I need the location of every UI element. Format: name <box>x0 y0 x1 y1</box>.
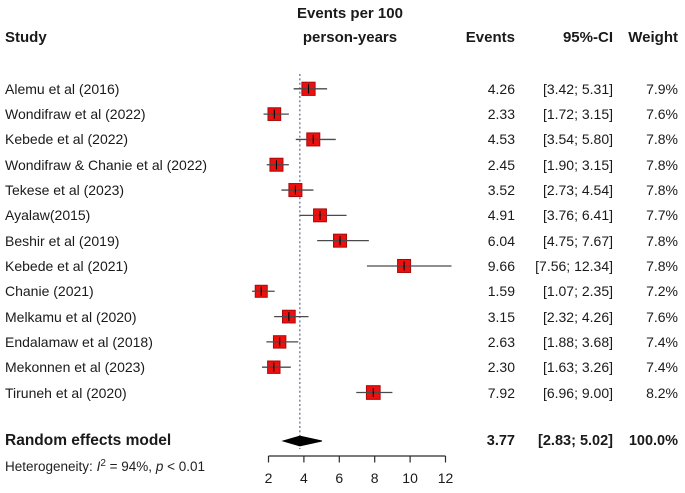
study-name: Alemu et al (2016) <box>5 80 120 97</box>
study-events: 3.15 <box>487 308 515 325</box>
study-ci: [3.76; 6.41] <box>542 207 613 224</box>
study-events: 2.45 <box>487 156 515 173</box>
study-weight: 7.2% <box>646 283 678 300</box>
summary-label: Random effects model <box>5 432 172 449</box>
col-header-weight: Weight <box>628 29 678 46</box>
study-events: 2.33 <box>487 106 515 123</box>
study-events: 7.92 <box>487 384 515 401</box>
study-ci: [1.07; 2.35] <box>542 283 613 300</box>
summary-ci: [2.83; 5.02] <box>538 433 613 449</box>
x-axis-tick-label: 6 <box>335 470 344 486</box>
col-header-ci: 95%-CI <box>562 29 613 46</box>
x-axis-tick-label: 4 <box>300 470 308 486</box>
heterogeneity-prefix: Heterogeneity: <box>5 459 97 474</box>
study-weight: 7.9% <box>646 80 678 97</box>
heterogeneity-i-value: = 94%, <box>105 459 156 474</box>
study-ci: [3.42; 5.31] <box>542 80 613 97</box>
study-weight: 7.4% <box>646 333 678 350</box>
study-name: Kebede et al (2021) <box>5 258 128 274</box>
study-weight: 7.6% <box>646 308 678 325</box>
study-name: Wondifraw et al (2022) <box>5 106 146 123</box>
summary-diamond <box>283 436 322 446</box>
study-ci: [1.90; 3.15] <box>542 156 613 173</box>
heterogeneity-p-symbol: p <box>155 459 164 474</box>
study-name: Melkamu et al (2020) <box>5 308 137 325</box>
study-name: Wondifraw & Chanie et al (2022) <box>5 156 208 173</box>
study-weight: 7.8% <box>646 131 678 148</box>
heterogeneity-p-value: < 0.01 <box>163 459 205 474</box>
study-weight: 7.8% <box>646 156 678 173</box>
study-name: Ayalaw(2015) <box>5 207 91 224</box>
study-weight: 7.7% <box>646 207 678 224</box>
study-events: 2.63 <box>487 333 515 350</box>
study-ci: [3.54; 5.80] <box>542 131 613 148</box>
summary-events: 3.77 <box>486 433 515 449</box>
study-events: 1.59 <box>487 283 515 300</box>
study-weight: 7.8% <box>646 232 678 249</box>
study-name: Mekonnen et al (2023) <box>5 359 146 376</box>
summary-weight: 100.0% <box>628 433 678 449</box>
study-name: Tekese et al (2023) <box>5 182 125 198</box>
study-ci: [2.32; 4.26] <box>542 308 613 325</box>
study-name: Chanie (2021) <box>5 283 94 300</box>
study-ci: [7.56; 12.34] <box>535 258 613 274</box>
study-weight: 7.8% <box>646 182 678 198</box>
study-ci: [1.63; 3.26] <box>542 359 613 376</box>
study-events: 2.30 <box>487 359 515 376</box>
heterogeneity-i-symbol: I <box>96 459 101 474</box>
study-ci: [1.88; 3.68] <box>542 333 613 350</box>
study-name: Tiruneh et al (2020) <box>5 384 127 401</box>
study-events: 9.66 <box>487 258 515 274</box>
x-axis-tick-label: 8 <box>370 470 379 486</box>
study-events: 4.53 <box>487 131 515 148</box>
study-name: Endalamaw et al (2018) <box>5 333 153 350</box>
col-header-effect-line2: person-years <box>302 29 398 46</box>
col-header-effect-line1: Events per 100 <box>297 5 403 22</box>
x-axis-tick-label: 10 <box>402 470 418 486</box>
x-axis-tick-label: 12 <box>437 470 454 486</box>
study-events: 6.04 <box>487 232 515 249</box>
study-weight: 7.4% <box>646 359 678 376</box>
study-name: Kebede et al (2022) <box>5 131 128 148</box>
study-ci: [4.75; 7.67] <box>542 232 613 249</box>
study-name: Beshir et al (2019) <box>5 232 120 249</box>
study-events: 3.52 <box>487 182 515 198</box>
study-ci: [6.96; 9.00] <box>542 384 613 401</box>
heterogeneity-i-exponent: 2 <box>100 458 106 469</box>
col-header-study: Study <box>5 29 47 46</box>
x-axis-tick-label: 2 <box>264 470 273 486</box>
study-events: 4.91 <box>487 207 515 224</box>
col-header-events: Events <box>465 29 515 46</box>
study-weight: 7.6% <box>646 106 678 123</box>
study-ci: [1.72; 3.15] <box>542 106 613 123</box>
study-weight: 7.8% <box>646 258 678 274</box>
study-ci: [2.73; 4.54] <box>542 182 613 198</box>
study-events: 4.26 <box>487 80 515 97</box>
study-weight: 8.2% <box>646 384 678 401</box>
